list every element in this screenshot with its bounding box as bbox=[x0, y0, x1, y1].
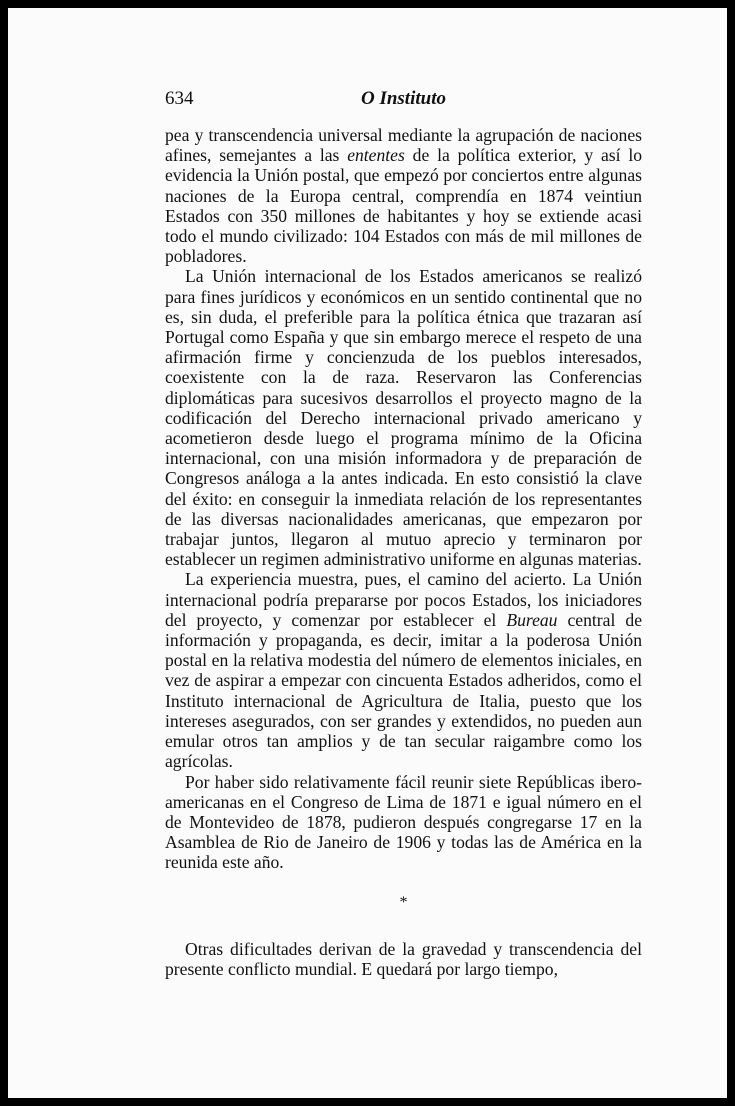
paragraph-1 bbox=[165, 125, 642, 266]
closing-paragraph: Otras dificultades derivan de la gravedad y transcendencia del presente conflicto mundial. E quedará por largo tiempo, bbox=[165, 938, 642, 979]
page-number: 634 bbox=[165, 88, 194, 109]
text-run: central de información y propaganda, es decir, imitar a la poderosa Unión postal en la relativa modestia del número de elementos iniciales, en vez de aspirar a empezar con cincuenta Estados adheridos, como el Instituto internacional de Agricultura de Italia, puesto que los intereses asegurados, con ser grandes y extendidos, no pueden aun emular otros tan amplios y de tan secular raigambre como los agrícolas. bbox=[165, 609, 642, 772]
paragraph-3 bbox=[165, 569, 642, 771]
section-separator: * bbox=[399, 893, 408, 911]
text-run: Por haber sido relativamente fácil reunir siete Repúblicas ibero-americanas en el Congreso de Lima de 1871 e igual número en el de Montevideo de 1878, pudieron después congregarse 17 en la Asamblea de Rio de Janeiro de 1906 y todas las de América en la reunida este año. bbox=[165, 771, 642, 873]
paragraph-2 bbox=[165, 266, 642, 569]
text-run: de la política exterior, y así lo evidencia la Unión postal, que empezó por conciertos entre algunas naciones de la Europa central, comprendía en 1874 veintiun Estados con 350 millones de habitantes y hoy se extiende acasi todo el mundo civilizado: 104 Estados con más de mil millones de pobladores. bbox=[165, 145, 642, 267]
running-title: O Instituto bbox=[360, 88, 446, 109]
text-run: La experiencia muestra, pues, el camino del acierto. La Unión internacional podría prepararse por pocos Estados, los iniciadores del proyecto, y comenzar por establecer el bbox=[165, 569, 642, 630]
book-page bbox=[8, 8, 727, 1098]
text-run: pea y transcendencia universal mediante la agrupación de naciones afines, semejantes a las bbox=[165, 125, 642, 166]
emphasis-bureau: Bureau bbox=[506, 609, 558, 630]
page-header bbox=[165, 88, 642, 116]
emphasis-ententes: ententes bbox=[347, 145, 405, 166]
paragraph-4 bbox=[165, 772, 642, 873]
text-run: La Unión internacional de los Estados americanos se realizó para fines jurídicos y económicos en un sentido continental que no es, sin duda, el preferible para la política étnica que trazaran así Portugal como España y que sin embargo merece el respeto de una afirmación firme y concienzuda de los pueblos interesados, coexistente con la de raza. Reservaron las Conferencias diplomáticas para sucesivos desarrollos el proyecto magno de la codificación del Derecho internacional privado americano y acometieron desde luego el programa mínimo de la Oficina internacional, con una misión informadora y de preparación de Congresos análoga a la antes indicada. En esto consistió la clave del éxito: en conseguir la inmediata relación de los representantes de las diversas nacionalidades americanas, que empezaron por trabajar juntos, llegaron al mutuo aprecio y terminaron por establecer un regimen administrativo uniforme en algunas materias. bbox=[165, 266, 642, 570]
body-text bbox=[165, 125, 642, 979]
